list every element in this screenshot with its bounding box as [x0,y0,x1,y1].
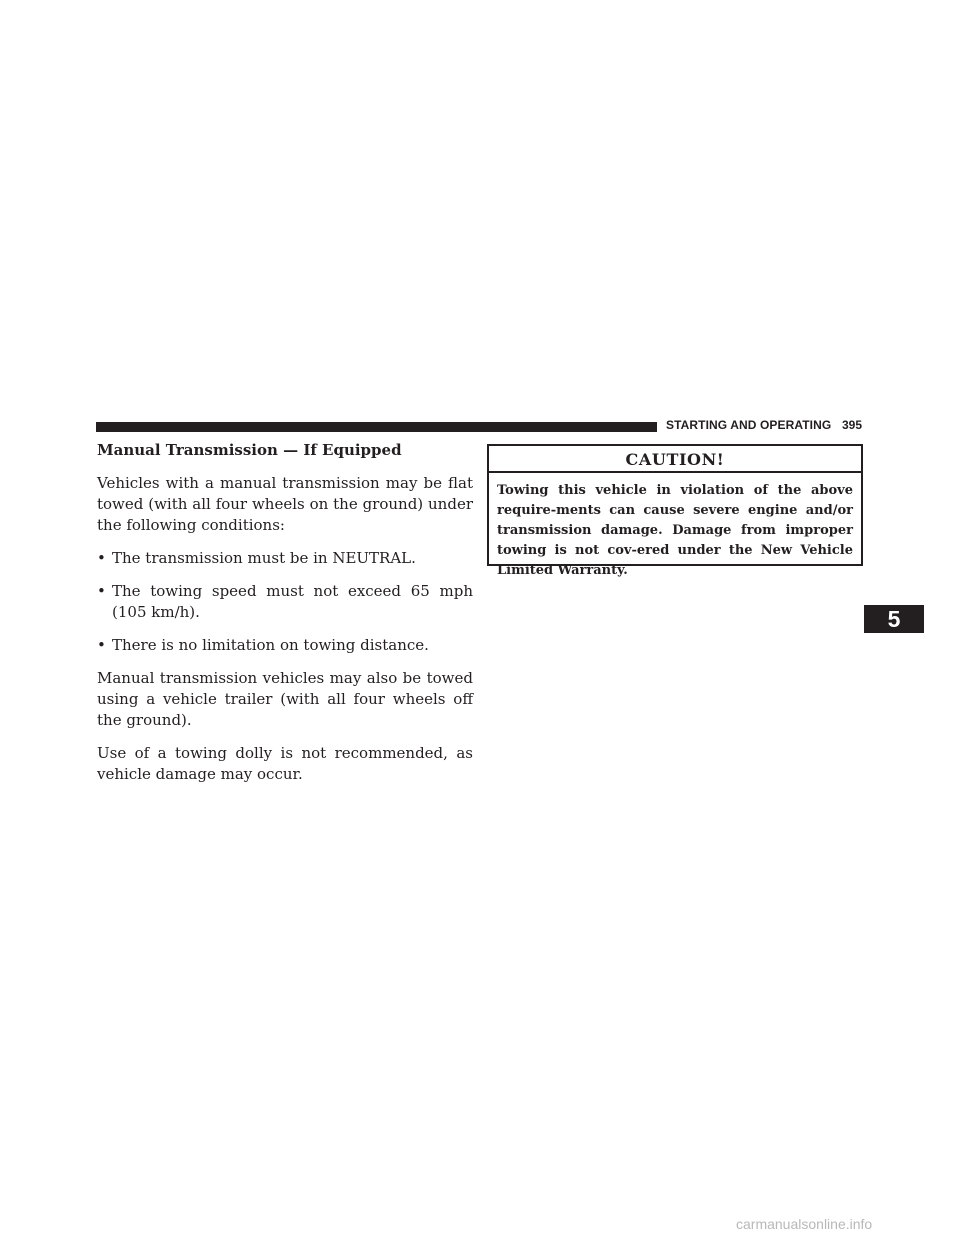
caution-text: Towing this vehicle in violation of the above require-ments can cause severe engine and/or transmission damage. Damage from improper towing is not cov-ered under the New Vehicle Limited Warranty. [497,483,853,578]
dolly-paragraph: Use of a towing dolly is not recommended, as vehicle damage may occur. [97,744,473,783]
page-number: 395 [842,418,863,432]
left-column [97,440,473,797]
header-rule [96,422,657,432]
watermark: carmanualsonline.info [736,1216,873,1232]
list-item-text: The towing speed must not exceed 65 mph (105 km/h). [112,582,473,621]
list-item [97,548,473,569]
chapter-tab: 5 [864,605,924,633]
trailer-paragraph: Manual transmission vehicles may also be towed using a vehicle trailer (with all four wheels off the ground). [97,669,473,729]
list-item [97,635,473,656]
bullet-icon: • [97,636,106,654]
section-title: STARTING AND OPERATING [666,418,832,432]
bullet-icon: • [97,582,106,600]
conditions-list [97,548,473,656]
bullet-icon: • [97,549,106,567]
caution-title: CAUTION! [489,446,861,473]
intro-paragraph: Vehicles with a manual transmission may be flat towed (with all four wheels on the ground) under the following conditions: [97,474,473,534]
section-heading: Manual Transmission — If Equipped [97,441,402,459]
list-item-text: The transmission must be in NEUTRAL. [112,549,416,567]
list-item [97,581,473,623]
list-item-text: There is no limitation on towing distance. [112,636,429,654]
caution-box [487,444,863,578]
